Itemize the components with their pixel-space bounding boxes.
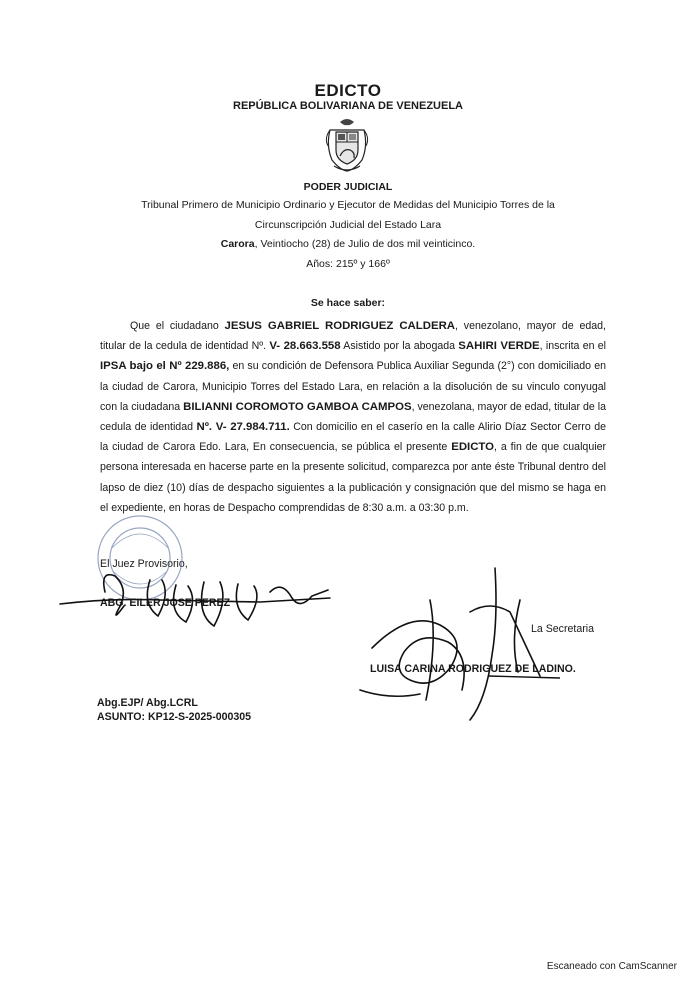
judge-label: El Juez Provisorio,: [100, 558, 188, 570]
republic-name: REPÚBLICA BOLIVARIANA DE VENEZUELA: [233, 100, 463, 112]
tribunal-line-1: Tribunal Primero de Municipio Ordinario y Ejecutor de Medidas del Municipio Torres de la: [141, 199, 555, 211]
spouse-name: BILIANNI COROMOTO GAMBOA CAMPOS: [183, 400, 412, 413]
secretary-name: LUISA CARINA RODRIGUEZ DE LADINO.: [370, 663, 576, 675]
reference-initials: Abg.EJP/ Abg.LCRL: [97, 697, 198, 709]
notice-heading: Se hace saber:: [310, 297, 386, 309]
tribunal-line-2: Circunscripción Judicial del Estado Lara: [254, 219, 442, 231]
case-number: ASUNTO: KP12-S-2025-000305: [97, 711, 252, 723]
notice-text-7: Con domicilio en el caserío en la calle Alirio Díaz Sector Cerro de la ciudad de Carora Edo. Lara, En consecuencia, se pública el presente: [100, 421, 606, 454]
secretary-signature-strike: [488, 676, 560, 678]
scanner-watermark: Escaneado con CamScanner: [546, 961, 677, 972]
date-city: Carora: [220, 238, 255, 250]
document-title: EDICTO: [314, 81, 382, 100]
petitioner-id: V- 28.663.558: [269, 340, 341, 353]
years-line: Años: 215º y 166º: [306, 258, 390, 270]
notice-text-2: , venezolano, mayor de edad, titular de la cedula de identidad Nº.: [100, 320, 607, 353]
notice-text-8: , a fin de que cualquier persona interesada en hacerse parte en la presente solicitud, comparezca por ante éste Tribunal dentro del lapso de diez (10) días de despacho siguientes a la publicación y consignación que del mismo se haga en el expediente, en horas de Despacho comprendidas de 8:30 a.m. a 03:30 p.m.: [100, 441, 606, 514]
petitioner-name: JESUS GABRIEL RODRIGUEZ CALDERA: [224, 320, 456, 332]
coat-of-arms-icon: [322, 116, 372, 172]
judge-name: ABG. EILER JOSE PEREZ: [100, 597, 231, 609]
notice-text-6: , venezolana, mayor de edad, titular de la cedula de identidad: [100, 400, 606, 434]
date-text: , Veintiocho (28) de Julio de dos mil veinticinco.: [254, 238, 476, 250]
notice-text-1: Que el ciudadano: [130, 320, 225, 332]
edicto-word: EDICTO: [451, 441, 495, 454]
secretary-label: La Secretaria: [531, 623, 595, 635]
notice-body: [100, 316, 606, 518]
notice-text-4: , inscrita en el: [539, 340, 607, 353]
notice-text-5: en su condición de Defensora Publica Auxiliar Segunda (2°) con domiciliado en la ciudad de Carora, Municipio Torres del Estado Lara, en relación a la disolución de su vinculo conyugal con la ciudadana: [100, 360, 606, 413]
ipsa-number: IPSA bajo el Nº 229.886,: [100, 360, 230, 373]
lawyer-name: SAHIRI VERDE: [458, 340, 540, 353]
spouse-id: Nº. V- 27.984.711.: [196, 421, 290, 434]
institution-name: PODER JUDICIAL: [303, 181, 393, 193]
secretary-signature: [360, 568, 540, 720]
date-line: [0, 238, 696, 250]
notice-text-3: Asistido por la abogada: [340, 340, 459, 353]
